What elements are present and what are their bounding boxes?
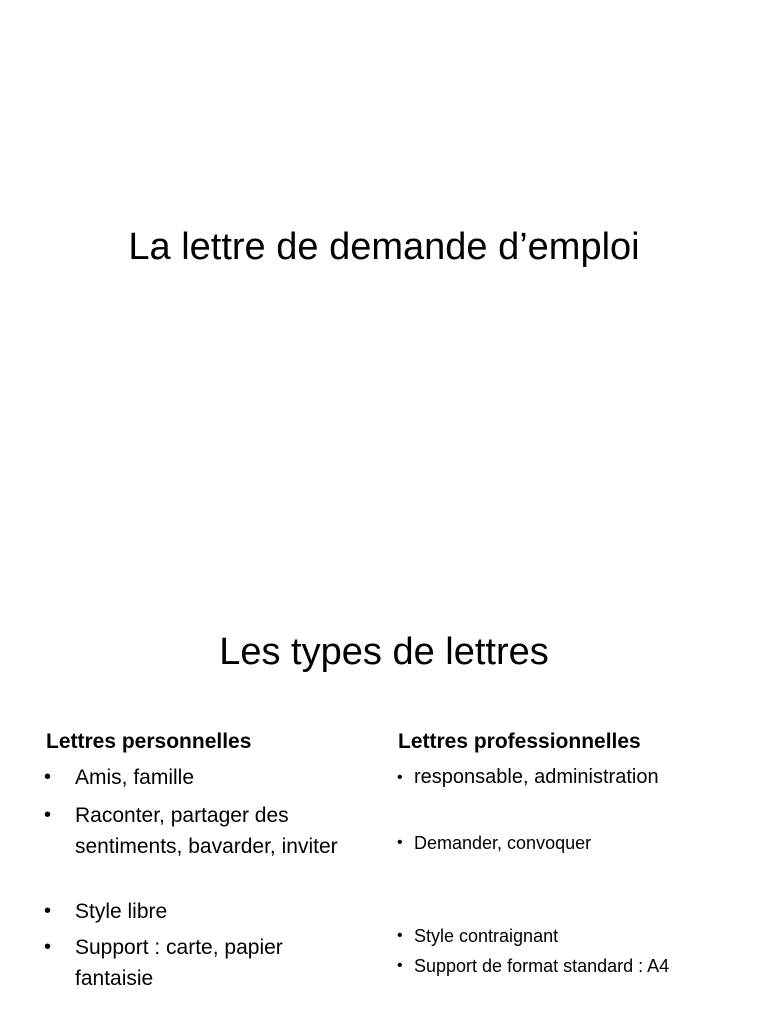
list-item (397, 829, 591, 857)
personal-letters-heading: Lettres personnelles (46, 730, 252, 753)
bullet-icon: • (397, 769, 403, 786)
slide-1-title: La lettre de demande d’emploi (128, 226, 640, 268)
slide-2-title: Les types de lettres (219, 631, 549, 673)
list-item (397, 952, 669, 980)
list-item-text: responsable, administration (414, 766, 659, 788)
list-item (44, 762, 344, 793)
list-item (44, 800, 344, 862)
list-item-text: Amis, famille (75, 766, 195, 789)
list-item (44, 932, 344, 994)
list-item-text: Raconter, partager des sentiments, bavarder, inviter (75, 804, 338, 858)
bullet-icon: • (397, 834, 403, 851)
list-item-text: Style contraignant (414, 926, 559, 946)
bullet-icon: • (397, 927, 403, 944)
list-item-text: Style libre (75, 900, 168, 923)
professional-letters-heading: Lettres professionnelles (398, 730, 641, 753)
bullet-icon: • (44, 804, 52, 826)
list-item-text: Demander, convoquer (414, 833, 592, 853)
list-item (44, 896, 344, 927)
bullet-icon: • (44, 936, 52, 958)
list-item (397, 762, 659, 793)
list-item (397, 922, 558, 950)
list-item-text: Support de format standard : A4 (414, 956, 670, 976)
bullet-icon: • (397, 957, 403, 974)
list-item-text: Support : carte, papier fantaisie (75, 936, 283, 990)
bullet-icon: • (44, 766, 52, 788)
bullet-icon: • (44, 900, 52, 922)
